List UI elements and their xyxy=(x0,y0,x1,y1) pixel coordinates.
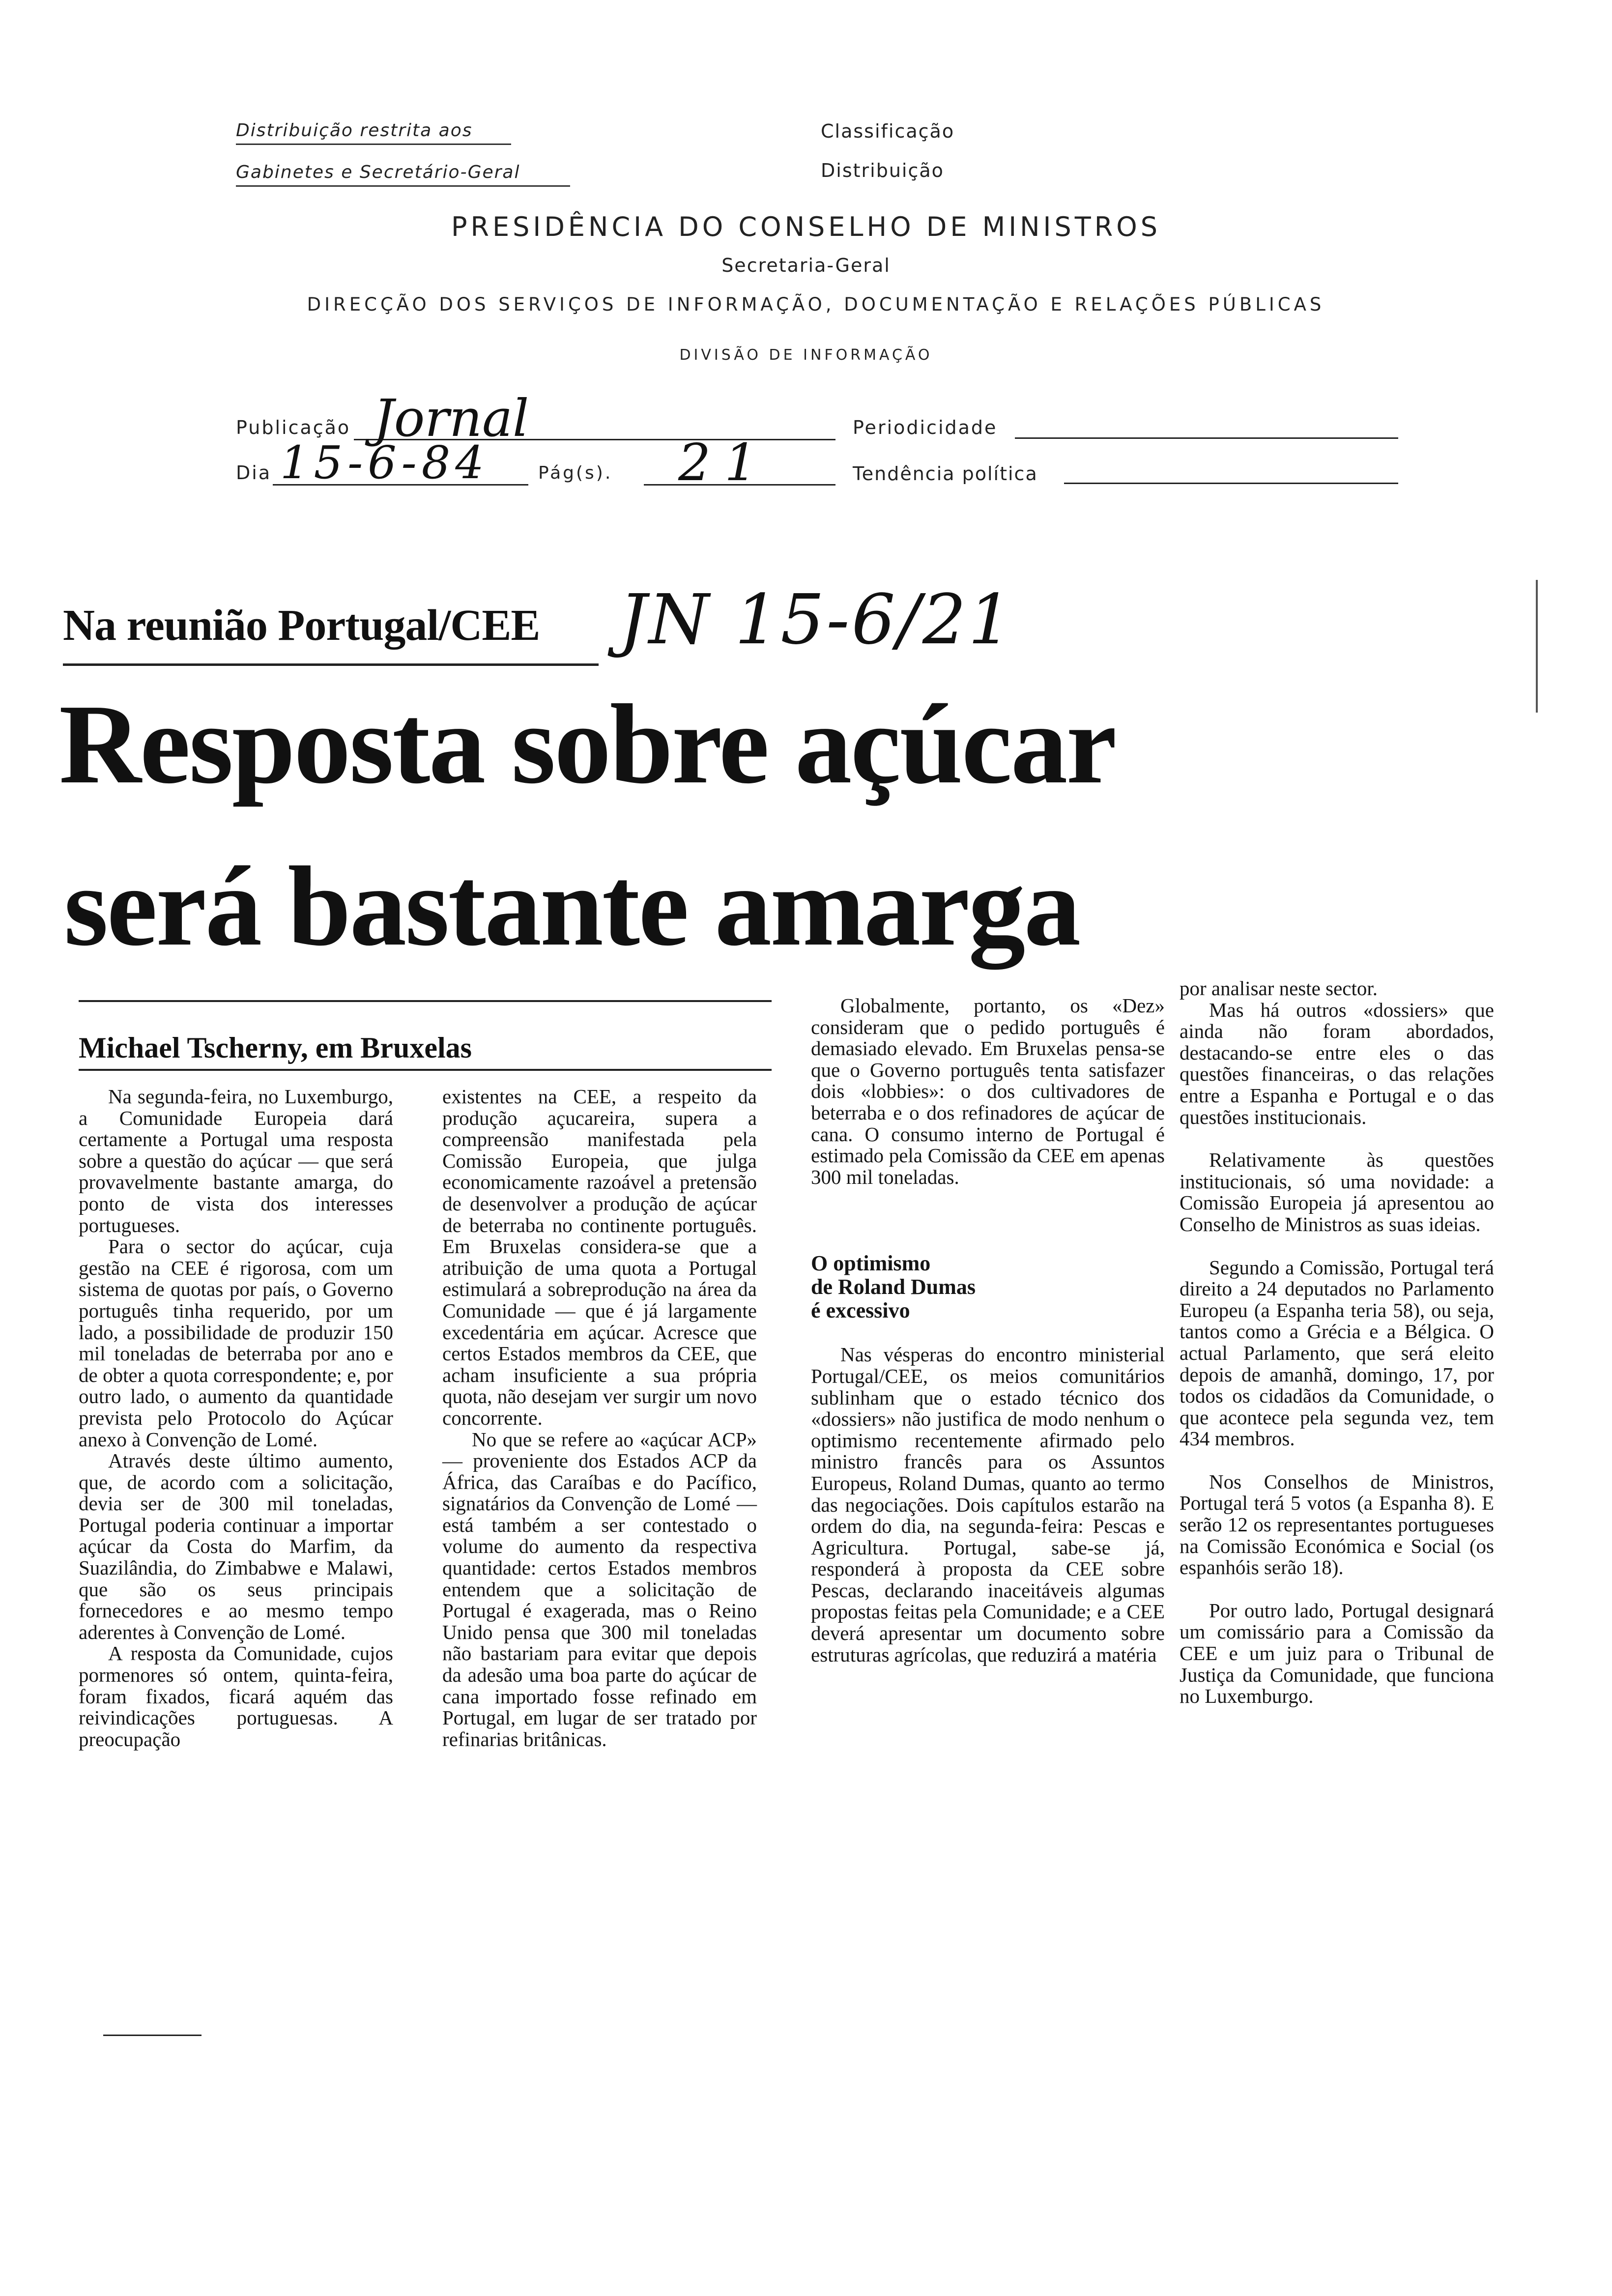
pags-handwritten-value: 21 xyxy=(678,432,771,492)
direccao-line: DIRECÇÃO DOS SERVIÇOS DE INFORMAÇÃO, DOCUMENTAÇÃO E RELAÇÕES PÚBLICAS xyxy=(307,294,1325,315)
presidency-title: PRESIDÊNCIA DO CONSELHO DE MINISTROS xyxy=(451,211,1161,242)
article-column-2 xyxy=(442,1086,757,1750)
subheading xyxy=(811,1252,1165,1322)
subheading-line1: O optimismo xyxy=(811,1251,931,1276)
col2-paragraph: existentes na CEE, a respeito da produção açucareira, supera a compreensão manifestada pela Comissão Europeia, que julga economicamente razoável a pretensão de desenvolver a produção de açúcar de beterraba no continente português. Em Bruxelas considera-se que a atribuição de uma quota a Portugal estimulará a sobreprodução na área da Comunidade — que é já largamente excedentária em açúcar. Acresce que certos Estados membros da CEE, que acham insuficiente a sua própria quota, não desejam ver surgir um novo concorrente. xyxy=(442,1085,757,1429)
byline-top-rule xyxy=(79,1000,772,1002)
dia-handwritten-value: 15-6-84 xyxy=(280,436,489,489)
publicacao-label: Publicação xyxy=(236,417,351,438)
periodicidade-underline xyxy=(1015,437,1398,439)
col4-paragraph: Mas há outros «dossiers» que ainda não foram abordados, destacando-se entre eles o das questões financeiras, o das relações entre a Espanha e Portugal e o das questões institucionais. xyxy=(1180,998,1494,1128)
pags-label: Pág(s). xyxy=(538,463,613,483)
divisao-line: DIVISÃO DE INFORMAÇÃO xyxy=(679,346,933,364)
subheading-line2: de Roland Dumas xyxy=(811,1275,976,1299)
handwritten-annotation: JN 15-6/21 xyxy=(619,580,1014,660)
col1-paragraph: A resposta da Comunidade, cujos pormenores só ontem, quinta-feira, foram fixados, ficará aquém das reivindicações portuguesas. A preocupação xyxy=(79,1642,393,1751)
restricted-distribution-line2: Gabinetes e Secretário-Geral xyxy=(236,162,570,187)
kicker-underline xyxy=(63,663,599,666)
headline-line2: será bastante amarga xyxy=(64,843,1080,970)
col1-paragraph: Para o sector do açúcar, cuja gestão na CEE é rigorosa, com um sistema de quotas por país, o Governo português tinha requerido, por um lado, a possibilidade de produzir 150 mil toneladas de beterraba por ano e de obter a quota correspondente; e, por outro lado, o aumento da quantidade prevista pelo Protocolo do Açúcar anexo à Convenção de Lomé. xyxy=(79,1235,393,1451)
tendencia-underline xyxy=(1064,483,1398,484)
article-kicker: Na reunião Portugal/CEE xyxy=(63,601,540,650)
margin-mark xyxy=(1536,580,1538,713)
article-column-1 xyxy=(79,1086,393,1750)
col3-paragraph: Globalmente, portanto, os «Dez» consideram que o pedido português é demasiado elevado. Em Bruxelas pensa-se que o Governo português tenta satisfazer dois «lobbies»: o dos cultivadores de beterraba e o dos refinadores de açúcar de cana. O consumo interno de Portugal é estimado pela Comissão da CEE em apenas 300 mil toneladas. xyxy=(811,994,1165,1188)
restricted-distribution-line1: Distribuição restrita aos xyxy=(236,120,511,145)
col4-paragraph: por analisar neste sector. xyxy=(1180,977,1378,1000)
col1-paragraph: Na segunda-feira, no Luxemburgo, a Comunidade Europeia dará certamente a Portugal uma resposta sobre a questão do açúcar — que será provavelmente bastante amarga, do ponto de vista dos interesses portugueses. xyxy=(79,1085,393,1236)
col1-paragraph: Através deste último aumento, que, de acordo com a solicitação, devia ser de 300 mil toneladas, Portugal poderia continuar a importar açúcar da Costa do Marfim, da Suazilândia, do Zimbabwe e Malawi, que são os seus principais fornecedores e ao mesmo tempo aderentes à Convenção de Lomé. xyxy=(79,1449,393,1643)
col3-paragraph: Nas vésperas do encontro ministerial Portugal/CEE, os meios comunitários sublinham que o estado técnico dos «dossiers» não justifica de modo nenhum o optimismo recentemente afirmado pelo ministro francês para os Assuntos Europeus, Roland Dumas, quanto ao termo das negociações. Dois capítulos estarão na ordem do dia, na segunda-feira: Pescas e Agricultura. Portugal, sabe-se já, responderá à proposta da CEE sobre Pescas, declarando inaceitáveis algumas propostas feitas pela Comunidade; e a CEE deverá apresentar um documento sobre estruturas agrícolas, que reduzirá a matéria xyxy=(811,1343,1165,1666)
byline-bottom-rule xyxy=(79,1069,772,1071)
col4-paragraph: Segundo a Comissão, Portugal terá direito a 24 deputados no Parlamento Europeu (a Espanha teria 58), ou seja, tantos como a Grécia e a Bélgica. O actual Parlamento, que será eleito depois de amanhã, domingo, 17, por todos os cidadãos da Comunidade, o que acontece pela segunda vez, tem 434 membros. xyxy=(1180,1256,1494,1450)
classificacao-label: Classificação xyxy=(821,120,955,142)
col1-end-rule xyxy=(103,2035,202,2036)
publicacao-handwritten-value: Jornal xyxy=(374,388,529,448)
subheading-line3: é excessivo xyxy=(811,1298,910,1323)
article-column-3 xyxy=(811,995,1165,1665)
col4-paragraph: Relativamente às questões institucionais, só uma novidade: a Comissão Europeia já apresentou ao Conselho de Ministros as suas ideias. xyxy=(1180,1148,1494,1235)
byline: Michael Tscherny, em Bruxelas xyxy=(79,1032,472,1064)
col2-paragraph: No que se refere ao «açúcar ACP» — proveniente dos Estados ACP da África, das Caraíbas e do Pacífico, signatários da Convenção de Lomé — está também a ser contestado o volume do aumento da respectiva quantidade: certos Estados membros entendem que a solicitação de Portugal é exagerada, mas o Reino Unido pensa que 300 mil toneladas não bastariam para evitar que depois da adesão uma boa parte do açúcar de cana importado fosse refinado em Portugal, em lugar de ser tratado por refinarias britânicas. xyxy=(442,1428,757,1751)
tendencia-label: Tendência política xyxy=(853,463,1038,485)
dia-label: Dia xyxy=(236,462,272,484)
headline-line1: Resposta sobre açúcar xyxy=(59,681,1116,807)
distribuicao-label: Distribuição xyxy=(821,160,944,181)
col4-paragraph: Nos Conselhos de Ministros, Portugal terá 5 votos (a Espanha 8). E serão 12 os representantes portugueses na Comissão Económica e Social (os espanhóis serão 18). xyxy=(1180,1470,1494,1579)
periodicidade-label: Periodicidade xyxy=(853,417,998,438)
secretaria-geral: Secretaria-Geral xyxy=(721,255,891,276)
article-column-4 xyxy=(1180,978,1494,1707)
col4-paragraph: Por outro lado, Portugal designará um comissário para a Comissão da CEE e um juiz para o Tribunal de Justiça da Comunidade, que funciona no Luxemburgo. xyxy=(1180,1599,1494,1708)
